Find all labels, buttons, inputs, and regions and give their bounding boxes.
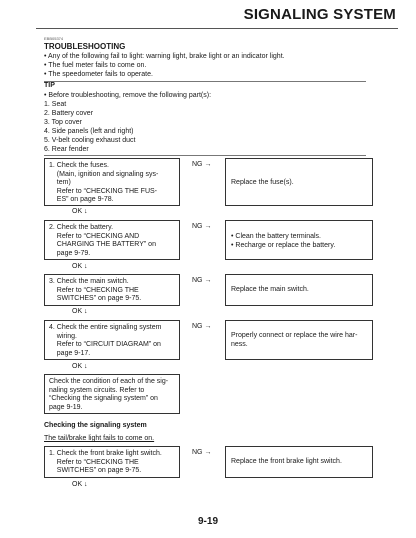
symptom-item: • The speedometer fails to operate. [44,71,153,78]
check-text: 4. Check the entire signaling system wiring. Refer to “CIRCUIT DIAGRAM” on page 9-17. [49,324,162,357]
removal-part: 5. V-belt cooling exhaust duct [44,137,136,144]
tip-label: TIP [44,82,55,89]
check-text: 1. Check the fuses. (Main, ignition and signaling sys- tem) Refer to “CHECKING THE FUS- ES” on page 9-78. [49,162,159,203]
remedy-text: Replace the fuse(s). [231,179,294,186]
ok-arrow: OK ↓ [72,263,88,270]
removal-part: 1. Seat [44,101,67,108]
remedy-text: Properly connect or replace the wire har- ness. [231,332,358,348]
symptom-item: • The fuel meter fails to come on. [44,62,147,69]
ok-arrow: OK ↓ [72,481,88,488]
ng-arrow: NG → [192,449,212,456]
remedy-box-step-2 [225,220,373,260]
symptom-item: • Any of the following fail to light: warning light, brake light or an indicator light. [44,53,285,60]
ok-arrow: OK ↓ [72,308,88,315]
removal-part: 2. Battery cover [44,110,94,117]
document-code: EBB05374 [44,36,64,41]
ng-arrow: NG → [192,323,212,330]
remedy-text: Replace the main switch. [231,286,309,293]
ng-arrow: NG → [192,277,212,284]
page-number: 9-19 [197,516,218,527]
final-check-text: Check the condition of each of the sig- naling system circuits. Refer to “Checking the signaling system” on page 9-19. [49,378,169,411]
signaling-check-subtitle: The tail/brake light fails to come on. [44,435,155,442]
check-text: 1. Check the front brake light switch. Refer to “CHECKING THE SWITCHES” on page 9-75. [49,450,162,474]
signaling-check-heading: Checking the signaling system [44,422,147,429]
ok-arrow: OK ↓ [72,208,88,215]
ok-arrow: OK ↓ [72,363,88,370]
ng-arrow: NG → [192,161,212,168]
header-rule [36,28,398,29]
check-box-step-2 [44,220,180,260]
remedy-box-step-1 [225,158,373,206]
page-header-title: SIGNALING SYSTEM [243,6,396,23]
tip-intro: • Before troubleshooting, remove the following part(s): [44,92,212,99]
troubleshooting-heading: TROUBLESHOOTING [44,42,126,51]
removal-part: 6. Rear fender [44,146,89,153]
remedy-box-brake-switch [225,446,373,478]
check-text: 2. Check the battery. Refer to “CHECKING AND CHARGING THE BATTERY” on page 9-79. [49,224,156,257]
ng-arrow: NG → [192,223,212,230]
final-check-box [44,374,180,414]
removal-part: 3. Top cover [44,119,83,126]
check-box-step-3 [44,274,180,306]
removal-part: 4. Side panels (left and right) [44,128,134,135]
check-box-brake-switch [44,446,180,478]
remedy-box-step-3 [225,274,373,306]
remedy-box-step-4 [225,320,373,360]
tip-rule-top [44,81,366,82]
remedy-text: Replace the front brake light switch. [231,458,342,465]
check-box-step-1 [44,158,180,206]
check-box-step-4 [44,320,180,360]
remedy-text: • Clean the battery terminals. • Recharge or replace the battery. [231,233,336,249]
tip-rule-bottom [44,155,366,156]
check-text: 3. Check the main switch. Refer to “CHECKING THE SWITCHES” on page 9-75. [49,278,142,302]
